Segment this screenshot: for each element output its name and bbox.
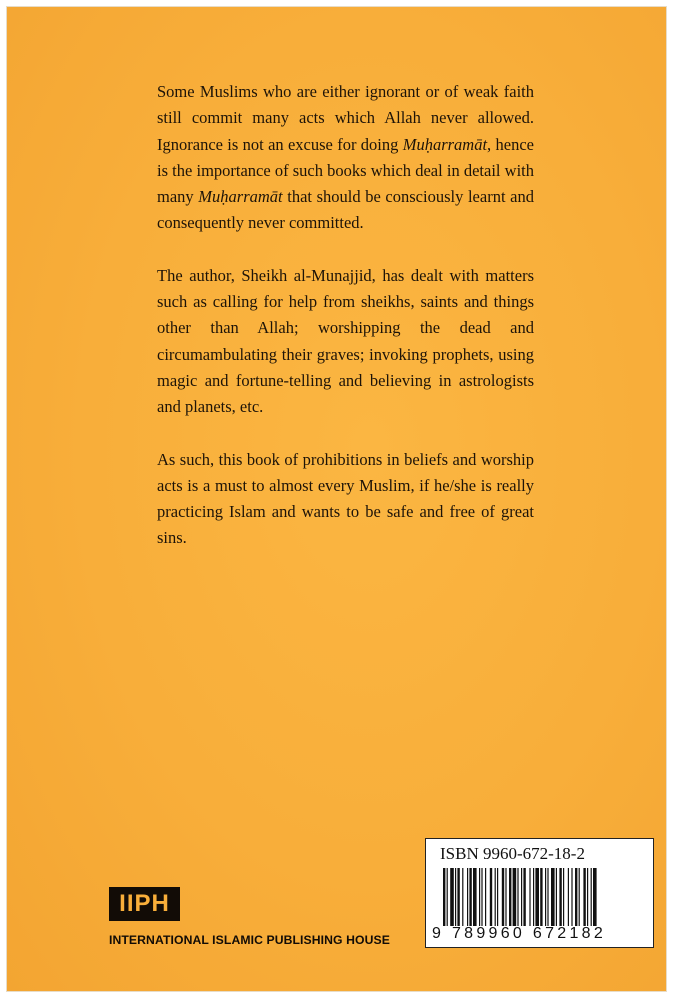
barcode-icon [443, 868, 639, 926]
back-cover [6, 6, 667, 992]
publisher-logo [109, 887, 180, 921]
publisher-name: INTERNATIONAL ISLAMIC PUBLISHING HOUSE [109, 933, 390, 947]
blurb-p1-part-b: , hence is the importance of such books which deal in detail with many [157, 134, 534, 207]
isbn-label: ISBN 9960-672-18-2 [440, 844, 585, 863]
isbn-barcode-box [425, 838, 654, 948]
blurb-term-muharramat-2: Muḥarramāt [198, 187, 283, 207]
blurb-p1-part-a: Some Muslims who are either ignorant or of weak faith still commit many acts which Allah never allowed. Ignorance is not an excuse for doing [157, 82, 534, 154]
blurb-paragraph-2: The author, Sheikh al-Munajjid, has dealt with matters such as calling for help from sheikhs, saints and things other than Allah; worshipping the dead and circumambulating their graves; invoking prophets, using magic and fortune-telling and believing in astrologists and planets, etc. [157, 265, 534, 417]
publisher-logo-text: IIPH [119, 890, 170, 917]
blurb-paragraph-3: As such, this book of prohibitions in beliefs and worship acts is a must to almost every Muslim, if he/she is really practicing Islam and wants to be safe and free of great sins. [157, 449, 534, 548]
blurb-paragraph-1 [157, 79, 534, 237]
blurb-term-muharramat-1: Muḥarramāt [402, 134, 488, 154]
barcode-digits: 9 789960 672182 [432, 925, 607, 942]
blurb-text [157, 79, 534, 578]
blurb-p1-part-c: that should be consciously learnt and consequently never committed. [157, 187, 534, 233]
